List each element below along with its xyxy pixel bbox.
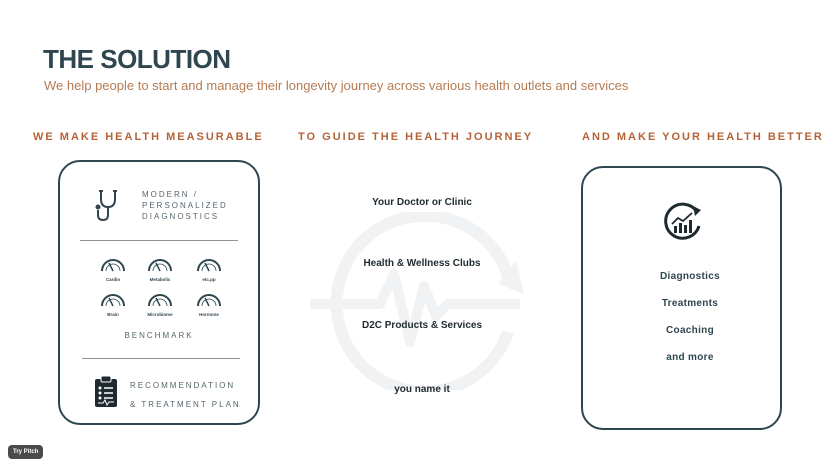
gauge-label: Brain [107,312,119,317]
gauge-hormone [196,293,222,317]
try-pitch-button[interactable]: Try Pitch [8,445,43,459]
gauge-microbiome [147,293,173,317]
divider-bottom [82,358,240,359]
gauge-brain [100,293,126,317]
gauge-label: etc.pp [202,277,216,282]
diagnostics-label: MODERN / PERSONALIZED DIAGNOSTICS [142,190,228,221]
growth-chart-icon [663,202,703,247]
benefit-item-diagnostics: Diagnostics [660,271,720,282]
gauge-label: Metabolic [149,277,171,282]
slide-subtitle: We help people to start and manage their longevity journey across various health outlets and services [44,78,629,93]
gauge-label: Microbiome [147,312,173,317]
slide-title: THE SOLUTION [43,44,231,74]
middle-column-heading: TO GUIDE THE HEALTH JOURNEY [298,131,534,143]
benefit-item-coaching: Coaching [666,325,714,336]
measurable-card [58,160,260,425]
journey-item-other: you name it [394,384,450,395]
gauge-etc [196,258,222,282]
gauge-cardio [100,258,126,282]
divider-top [80,240,238,241]
stethoscope-icon [92,189,122,228]
left-column-heading: WE MAKE HEALTH MEASURABLE [33,131,264,143]
journey-item-doctor: Your Doctor or Clinic [372,197,472,208]
benefit-item-more: and more [666,352,714,363]
benchmark-label: BENCHMARK [124,331,194,340]
heartbeat-circle-icon [310,212,530,395]
benefit-item-treatments: Treatments [661,298,719,309]
recommendation-label: RECOMMENDATION & TREATMENT PLAN [130,381,241,409]
gauge-label: Cardio [105,277,121,282]
journey-item-clubs: Health & Wellness Clubs [363,258,481,269]
gauge-label: Hormone [199,312,219,317]
right-column-heading: AND MAKE YOUR HEALTH BETTER [582,131,824,143]
clipboard-icon [94,376,118,413]
journey-item-d2c: D2C Products & Services [361,320,483,331]
gauge-metabolic [147,258,173,282]
